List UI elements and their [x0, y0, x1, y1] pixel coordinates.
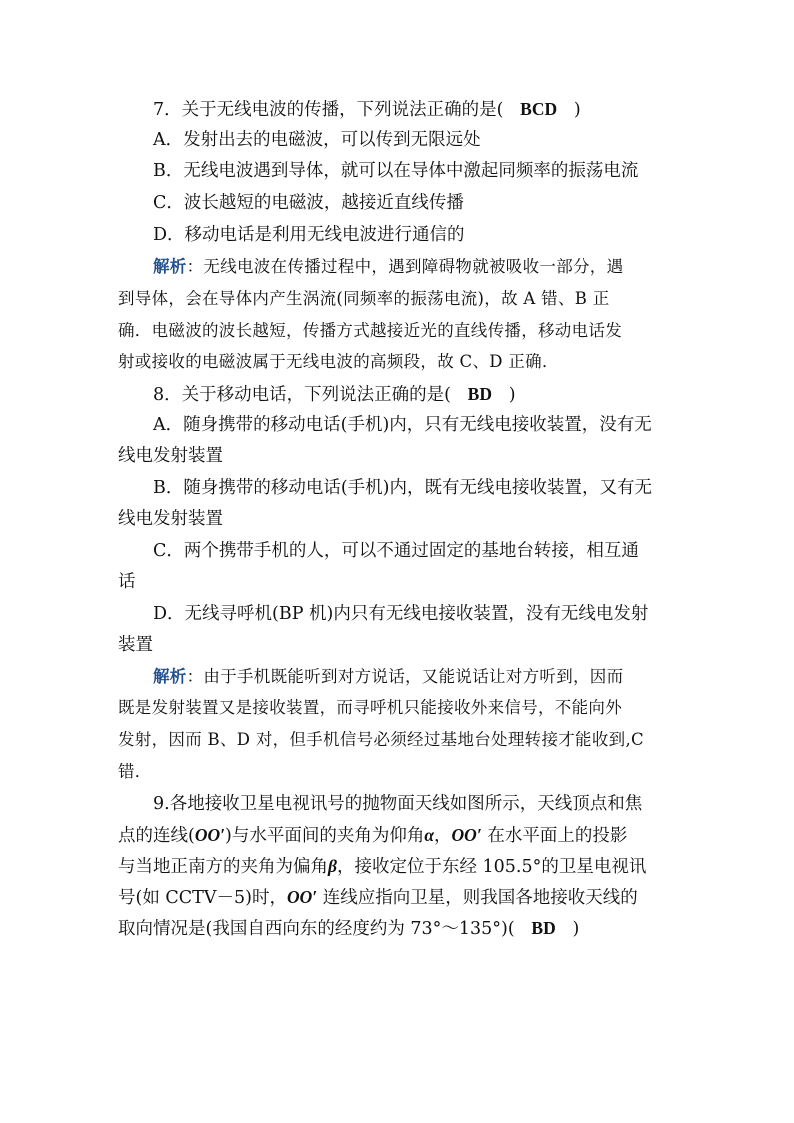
q7-stem-text: 7．关于无线电波的传播，下列说法正确的是( [153, 100, 504, 120]
q8-analysis-text-1: ：由于手机既能听到对方说话，又能说话让对方听到，因而 [186, 667, 624, 686]
q9-line-3-text-a: 与当地正南方的夹角为偏角 [118, 857, 328, 877]
q9-line-3 [118, 855, 646, 878]
q9-alpha-symbol: α [424, 825, 435, 845]
q9-line-5 [118, 917, 579, 940]
q9-line-5-close: ) [572, 919, 580, 939]
q7-stem [153, 98, 581, 121]
q7-analysis-label: 解析 [153, 257, 187, 276]
q8-stem-close: ) [508, 385, 516, 405]
q8-option-b-line-2: 线电发射装置 [118, 509, 223, 529]
q9-line-1: 9.各地接收卫星电视讯号的抛物面天线如图所示，天线顶点和焦 [153, 794, 643, 814]
q8-analysis-line-4: 错． [118, 762, 152, 781]
q9-line-4-text-a: 号(如 CCTV－5)时， [118, 888, 287, 908]
q9-oo-symbol-2: OO′ [451, 825, 482, 845]
q8-analysis-line-2: 既是发射装置又是接收装置，而寻呼机只能接收外来信号，不能向外 [118, 698, 622, 717]
q9-oo-symbol-3: OO′ [286, 887, 318, 907]
q8-option-a-line-2: 线电发射装置 [118, 446, 223, 466]
q9-line-2-text-a: 点的连线( [118, 826, 195, 846]
q8-analysis-line-1 [153, 666, 623, 688]
q9-answer: BD [531, 918, 556, 938]
q7-analysis-line-4: 射或接收的电磁波属于无线电波的高频段，故 C、D 正确． [118, 352, 559, 371]
q9-line-2-text-c: ， [434, 826, 452, 846]
q9-line-4 [118, 886, 638, 909]
q7-analysis-text-1: ：无线电波在传播过程中，遇到障碍物就被吸收一部分，遇 [186, 257, 624, 276]
q8-stem [153, 383, 516, 406]
q7-option-d: D．移动电话是利用无线电波进行通信的 [153, 225, 465, 245]
q8-answer: BD [467, 384, 492, 404]
q7-option-a: A．发射出去的电磁波，可以传到无限远处 [153, 130, 481, 150]
q9-line-2-text-d: 在水平面上的投影 [487, 826, 628, 846]
q8-option-c-line-1: C．两个携带手机的人，可以不通过固定的基地台转接，相互通 [153, 541, 639, 561]
q8-option-b-line-1: B．随身携带的移动电话(手机)内，既有无线电接收装置，又有无 [153, 478, 653, 498]
q8-analysis-label: 解析 [153, 667, 187, 686]
q8-stem-text: 8．关于移动电话，下列说法正确的是( [153, 385, 451, 405]
q7-analysis-line-3: 确．电磁波的波长越短，传播方式越接近光的直线传播，移动电话发 [118, 321, 622, 340]
q9-line-2-text-b: )与水平面间的夹角为仰角 [225, 826, 425, 846]
q8-analysis-line-3: 发射，因而 B、D 对，但手机信号必须经过基地台处理转接才能收到,C [118, 730, 644, 749]
q9-line-4-text-b: 连线应指向卫星，则我国各地接收天线的 [322, 888, 638, 908]
q8-option-c-line-2: 话 [118, 572, 136, 592]
q8-option-d-line-1: D．无线寻呼机(BP 机)内只有无线电接收装置，没有无线电发射 [153, 604, 649, 624]
q9-oo-symbol-1: OO′ [194, 825, 226, 845]
q9-line-5-text-a: 取向情况是(我国自西向东的经度约为 73°～135°)( [118, 919, 515, 939]
q7-analysis-line-2: 到导体，会在导体内产生涡流(同频率的振荡电流)，故 A 错、B 正 [118, 289, 610, 308]
q9-line-2 [118, 824, 627, 847]
q8-option-d-line-2: 装置 [118, 635, 153, 655]
q7-option-c: C．波长越短的电磁波，越接近直线传播 [153, 193, 464, 213]
q7-answer: BCD [520, 99, 558, 119]
q7-analysis-line-1 [153, 256, 623, 278]
q9-line-3-text-b: ，接收定位于东经 105.5°的卫星电视讯 [336, 857, 647, 877]
q9-beta-symbol: β [328, 856, 337, 876]
q8-option-a-line-1: A．随身携带的移动电话(手机)内，只有无线电接收装置，没有无 [153, 415, 652, 435]
q7-stem-close: ) [573, 100, 581, 120]
q7-option-b: B．无线电波遇到导体，就可以在导体中激起同频率的振荡电流 [153, 161, 639, 181]
